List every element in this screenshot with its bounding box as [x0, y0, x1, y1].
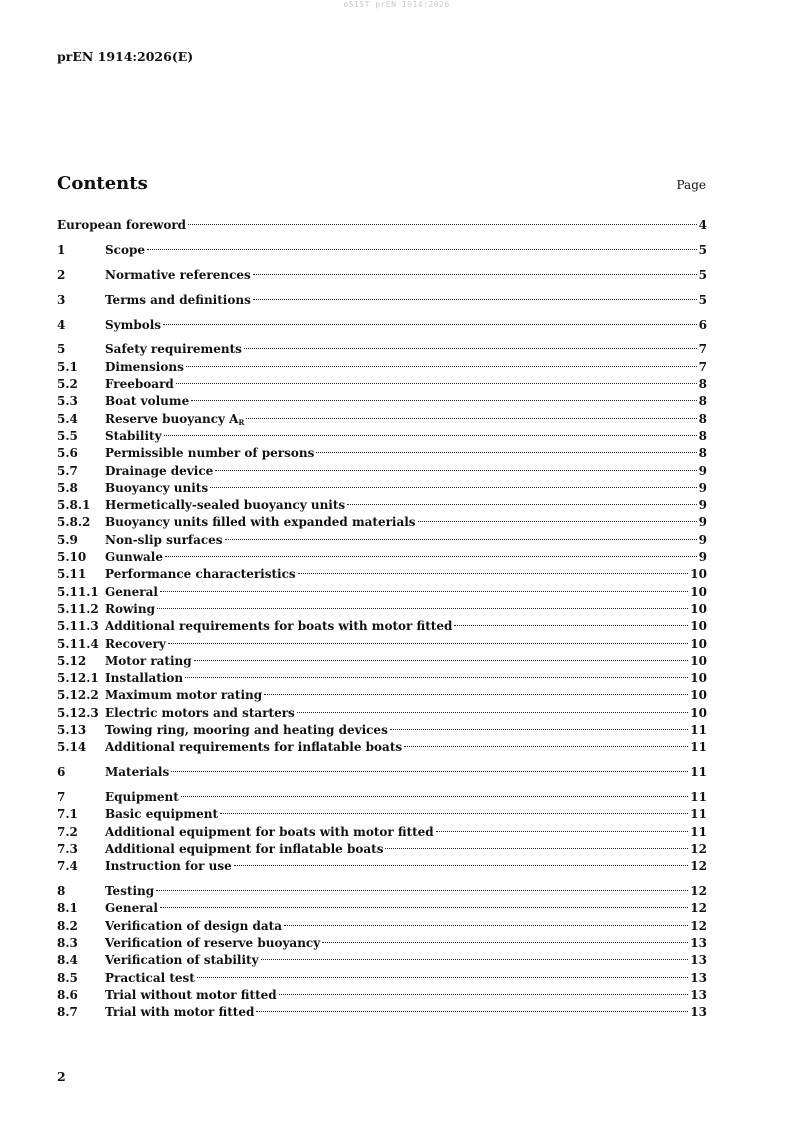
toc-dot-leader	[165, 556, 697, 557]
toc-entry[interactable]	[57, 705, 707, 722]
toc-entry-title	[105, 841, 383, 858]
toc-entry-page: 5	[698, 267, 707, 282]
toc-entry-title-text: Reserve buoyancy A	[105, 411, 239, 426]
toc-entry-number: 7.2	[57, 824, 78, 839]
toc-entry-number: 8.5	[57, 970, 78, 985]
toc-entry-page: 12	[690, 859, 707, 874]
toc-entry[interactable]	[57, 480, 707, 497]
toc-entry-number: 5.3	[57, 394, 78, 409]
toc-entry[interactable]	[57, 317, 707, 334]
toc-entry-title	[105, 987, 277, 1004]
toc-dot-leader	[418, 521, 697, 522]
toc-dot-leader	[168, 643, 688, 644]
toc-entry-number: 5.11.4	[57, 636, 99, 651]
toc-entry-number: 5.10	[57, 550, 87, 565]
toc-entry-page: 10	[690, 567, 707, 582]
toc-entry-title	[105, 806, 218, 823]
toc-entry-page: 10	[690, 619, 707, 634]
toc-entry-page: 12	[690, 841, 707, 856]
toc-entry-title-text: Gunwale	[105, 550, 163, 565]
toc-entry-number: 4	[57, 317, 66, 332]
toc-dot-leader	[220, 813, 688, 814]
toc-entry-page: 8	[698, 411, 707, 426]
toc-entry-number: 2	[57, 267, 66, 282]
toc-entry-title	[105, 566, 296, 583]
toc-entry[interactable]	[57, 987, 707, 1004]
toc-entry-title	[105, 514, 416, 531]
toc-entry-page: 13	[690, 936, 707, 951]
toc-entry[interactable]	[57, 858, 707, 875]
toc-entry[interactable]	[57, 566, 707, 583]
toc-entry-page: 12	[690, 918, 707, 933]
toc-entry[interactable]	[57, 841, 707, 858]
toc-entry-title-text: Verification of reserve buoyancy	[105, 936, 321, 951]
toc-entry[interactable]	[57, 584, 707, 601]
toc-entry-number: 5.1	[57, 359, 78, 374]
toc-entry-page: 10	[690, 636, 707, 651]
toc-entry-title-text: Towing ring, mooring and heating devices	[105, 722, 388, 737]
toc-dot-leader	[157, 608, 688, 609]
toc-entry-title-text: Motor rating	[105, 653, 192, 668]
toc-entry-title	[105, 376, 174, 393]
toc-entry-number: 5.12.3	[57, 705, 99, 720]
toc-entry-number: 5.12	[57, 653, 87, 668]
toc-entry-title-text: Recovery	[105, 636, 166, 651]
toc-dot-leader	[264, 694, 688, 695]
toc-entry-title	[105, 900, 158, 917]
toc-entry-title-text: Buoyancy units	[105, 480, 209, 495]
toc-entry-title	[105, 952, 259, 969]
toc-entry-title	[105, 480, 208, 497]
toc-entry-title-text: Rowing	[105, 601, 155, 616]
toc-entry-page: 5	[698, 242, 707, 257]
toc-dot-leader	[244, 348, 697, 349]
toc-dot-leader	[256, 1011, 688, 1012]
toc-entry[interactable]	[57, 445, 707, 462]
toc-entry-title-text: Hermetically-sealed buoyancy units	[105, 498, 346, 513]
toc-dot-leader	[253, 299, 697, 300]
toc-dot-leader	[234, 865, 689, 866]
toc-dot-leader	[160, 591, 688, 592]
toc-entry-title-text: Instruction for use	[105, 859, 232, 874]
toc-dot-leader	[225, 539, 697, 540]
toc-entry[interactable]	[57, 532, 707, 549]
toc-entry[interactable]	[57, 687, 707, 704]
toc-entry[interactable]	[57, 900, 707, 917]
toc-entry-title-text: Scope	[105, 242, 146, 257]
toc-entry-page: 8	[698, 394, 707, 409]
toc-entry-page: 10	[690, 705, 707, 720]
toc-entry-title-text: Buoyancy units filled with expanded materials	[105, 515, 416, 530]
toc-entry-title-text: Verification of stability	[105, 953, 259, 968]
toc-entry-number: 5.11.1	[57, 584, 99, 599]
toc-dot-leader	[191, 400, 696, 401]
toc-entry-page: 9	[698, 463, 707, 478]
toc-entry-number: 5.9	[57, 532, 78, 547]
toc-entry-title	[105, 858, 232, 875]
toc-entry-title	[105, 935, 320, 952]
toc-entry[interactable]	[57, 359, 707, 376]
toc-entry-number: 5.14	[57, 740, 87, 755]
toc-entry-page: 11	[690, 765, 707, 780]
toc-entry-title-text: Installation	[105, 671, 184, 686]
contents-heading: Contents	[57, 173, 148, 194]
toc-entry-subscript: R	[238, 417, 245, 427]
toc-dot-leader	[246, 418, 696, 419]
toc-entry-number: 6	[57, 765, 66, 780]
toc-entry-number: 7.1	[57, 807, 78, 822]
toc-entry-page: 11	[690, 740, 707, 755]
toc-entry-title	[105, 359, 184, 376]
toc-entry-number: 5.8	[57, 480, 78, 495]
toc-entry-title	[105, 722, 388, 739]
toc-dot-leader	[390, 729, 688, 730]
toc-entry[interactable]	[57, 463, 707, 480]
toc-entry-title-text: Electric motors and starters	[105, 705, 295, 720]
toc-entry-number: 5.4	[57, 411, 78, 426]
toc-entry-number: 5.8.1	[57, 498, 91, 513]
toc-entry[interactable]	[57, 670, 707, 687]
toc-entry-title	[105, 883, 154, 900]
toc-entry[interactable]	[57, 217, 707, 234]
toc-entry-number: 8.3	[57, 936, 78, 951]
toc-entry[interactable]	[57, 824, 707, 841]
toc-entry[interactable]	[57, 497, 707, 514]
toc-entry-number: 5.11.3	[57, 619, 99, 634]
toc-entry-title-text: Equipment	[105, 790, 179, 805]
toc-entry-number: 5.13	[57, 722, 87, 737]
toc-entry[interactable]	[57, 292, 707, 309]
toc-entry-title	[105, 705, 295, 722]
toc-entry-page: 13	[690, 1005, 707, 1020]
toc-dot-leader	[298, 573, 689, 574]
toc-dot-leader	[160, 907, 688, 908]
toc-entry-title-text: Dimensions	[105, 359, 184, 374]
toc-entry[interactable]	[57, 789, 707, 806]
toc-entry[interactable]	[57, 739, 707, 756]
toc-entry-page: 9	[698, 515, 707, 530]
toc-entry-page: 13	[690, 953, 707, 968]
toc-entry-page: 7	[698, 342, 707, 357]
toc-entry-page: 9	[698, 532, 707, 547]
toc-dot-leader	[436, 831, 689, 832]
toc-entry[interactable]	[57, 952, 707, 969]
toc-entry-title	[105, 824, 434, 841]
toc-entry-title-text: Basic equipment	[105, 807, 219, 822]
toc-entry-title	[105, 1004, 254, 1021]
toc-dot-leader	[156, 890, 688, 891]
toc-entry-number: 3	[57, 292, 66, 307]
toc-entry[interactable]	[57, 1004, 707, 1021]
toc-entry[interactable]	[57, 722, 707, 739]
toc-entry-page: 6	[698, 317, 707, 332]
toc-entry[interactable]	[57, 514, 707, 531]
toc-entry-number: 1	[57, 242, 66, 257]
toc-entry[interactable]	[57, 935, 707, 952]
toc-dot-leader	[284, 925, 688, 926]
toc-entry-title-text: Additional requirements for inflatable boats	[105, 740, 403, 755]
toc-entry-number: 5	[57, 342, 66, 357]
toc-entry-page: 11	[690, 807, 707, 822]
toc-entry-number: 8.1	[57, 901, 78, 916]
toc-dot-leader	[215, 470, 696, 471]
toc-entry-title	[57, 217, 186, 234]
toc-entry-page: 11	[690, 790, 707, 805]
toc-entry-number: 5.11	[57, 567, 87, 582]
toc-entry-title-text: Stability	[105, 428, 162, 443]
toc-entry-title	[105, 601, 155, 618]
toc-entry-number: 5.11.2	[57, 601, 99, 616]
toc-entry-number: 8.6	[57, 987, 78, 1002]
toc-entry[interactable]	[57, 376, 707, 393]
toc-entry-title-text: Materials	[105, 765, 170, 780]
toc-entry-title	[105, 292, 251, 309]
toc-entry-title	[105, 463, 213, 480]
toc-entry-page: 10	[690, 688, 707, 703]
toc-dot-leader	[454, 625, 688, 626]
toc-dot-leader	[253, 274, 697, 275]
page-column-label: Page	[676, 178, 706, 192]
toc-entry-title	[105, 549, 163, 566]
toc-dot-leader	[181, 796, 688, 797]
toc-entry-title-text: Freeboard	[105, 377, 174, 392]
toc-entry-page: 10	[690, 584, 707, 599]
toc-entry-title	[105, 970, 195, 987]
toc-entry-title	[105, 584, 158, 601]
toc-dot-leader	[322, 942, 688, 943]
toc-entry-page: 8	[698, 377, 707, 392]
toc-entry-title-text: Additional equipment for boats with motor fitted	[105, 824, 434, 839]
toc-entry-title	[105, 670, 183, 687]
toc-entry-title	[105, 393, 189, 410]
toc-entry-title-text: Testing	[105, 884, 155, 899]
toc-entry-page: 10	[690, 671, 707, 686]
toc-entry[interactable]	[57, 618, 707, 635]
toc-entry-page: 5	[698, 292, 707, 307]
toc-entry-title	[105, 636, 166, 653]
toc-entry-page: 9	[698, 550, 707, 565]
toc-entry-title-text: European foreword	[57, 218, 187, 232]
toc-entry-title-text: Normative references	[105, 267, 251, 282]
toc-dot-leader	[147, 249, 697, 250]
toc-entry-title	[105, 687, 262, 704]
toc-entry[interactable]	[57, 806, 707, 823]
toc-entry-title-text: Trial without motor fitted	[105, 987, 277, 1002]
toc-entry-page: 4	[698, 218, 707, 232]
toc-entry-title-text: Performance characteristics	[105, 567, 296, 582]
toc-entry[interactable]	[57, 341, 707, 358]
toc-entry[interactable]	[57, 549, 707, 566]
toc-dot-leader	[385, 848, 688, 849]
toc-entry-title	[105, 532, 223, 549]
toc-entry[interactable]	[57, 267, 707, 284]
toc-entry[interactable]	[57, 393, 707, 410]
toc-entry[interactable]	[57, 411, 707, 428]
toc-entry-page: 8	[698, 428, 707, 443]
toc-entry-number: 8	[57, 884, 66, 899]
toc-entry-title	[105, 341, 242, 358]
toc-entry-title	[105, 764, 169, 781]
toc-entry-page: 7	[698, 359, 707, 374]
toc-dot-leader	[188, 224, 697, 225]
toc-dot-leader	[164, 435, 697, 436]
watermark-text: oSIST prEN 1914:2026	[343, 0, 450, 9]
toc-dot-leader	[171, 771, 688, 772]
toc-entry[interactable]	[57, 653, 707, 670]
toc-dot-leader	[316, 452, 696, 453]
toc-dot-leader	[347, 504, 696, 505]
toc-entry-number: 7.4	[57, 859, 78, 874]
toc-entry-number: 5.6	[57, 446, 78, 461]
table-of-contents	[57, 217, 707, 1022]
toc-entry-title	[105, 918, 282, 935]
toc-entry-title-text: Non-slip surfaces	[105, 532, 223, 547]
toc-dot-leader	[279, 994, 689, 995]
toc-entry-page: 8	[698, 446, 707, 461]
toc-entry-title	[105, 618, 452, 635]
toc-entry-title-text: Permissible number of persons	[105, 446, 315, 461]
toc-entry-title-text: Terms and definitions	[105, 292, 251, 307]
document-id: prEN 1914:2026(E)	[57, 49, 194, 64]
toc-entry-title	[105, 445, 314, 462]
toc-entry-title-text: General	[105, 584, 158, 599]
toc-dot-leader	[185, 677, 688, 678]
toc-entry-number: 5.8.2	[57, 515, 91, 530]
toc-entry-title-text: Drainage device	[105, 463, 214, 478]
toc-entry[interactable]	[57, 970, 707, 987]
toc-entry-number: 5.12.1	[57, 671, 99, 686]
toc-entry-page: 12	[690, 884, 707, 899]
toc-entry-page: 13	[690, 987, 707, 1002]
footer-page-number: 2	[57, 1069, 66, 1084]
toc-entry-title	[105, 267, 251, 284]
toc-entry-page: 13	[690, 970, 707, 985]
toc-dot-leader	[194, 660, 689, 661]
toc-entry-number: 5.12.2	[57, 688, 99, 703]
toc-entry[interactable]	[57, 242, 707, 259]
toc-entry-title-text: Practical test	[105, 970, 195, 985]
toc-entry-title	[105, 428, 162, 445]
toc-entry-title	[105, 317, 161, 334]
toc-dot-leader	[197, 977, 688, 978]
toc-entry-page: 11	[690, 722, 707, 737]
toc-entry[interactable]	[57, 601, 707, 618]
toc-entry-title	[105, 242, 145, 259]
toc-entry-title	[105, 497, 345, 514]
toc-entry-title	[105, 739, 402, 756]
toc-entry-number: 8.7	[57, 1005, 78, 1020]
toc-entry-page: 9	[698, 480, 707, 495]
toc-entry-title-text: Symbols	[105, 317, 162, 332]
toc-entry-number: 8.4	[57, 953, 78, 968]
toc-entry-title	[105, 653, 192, 670]
toc-entry-number: 7	[57, 790, 66, 805]
toc-entry-number: 5.7	[57, 463, 78, 478]
toc-entry-number: 5.5	[57, 428, 78, 443]
toc-entry[interactable]	[57, 764, 707, 781]
toc-dot-leader	[210, 487, 697, 488]
toc-entry-title	[105, 789, 179, 806]
toc-entry-number: 7.3	[57, 841, 78, 856]
toc-entry[interactable]	[57, 428, 707, 445]
toc-entry-page: 11	[690, 824, 707, 839]
toc-entry-title-text: Maximum motor rating	[105, 688, 263, 703]
toc-dot-leader	[297, 712, 689, 713]
toc-dot-leader	[186, 366, 697, 367]
toc-entry[interactable]	[57, 918, 707, 935]
toc-entry-page: 10	[690, 653, 707, 668]
toc-entry-page: 9	[698, 498, 707, 513]
toc-dot-leader	[261, 959, 689, 960]
toc-dot-leader	[163, 324, 697, 325]
toc-dot-leader	[404, 746, 688, 747]
toc-entry-title-text: Additional requirements for boats with motor fitted	[105, 619, 453, 634]
toc-entry-title-text: Trial with motor fitted	[105, 1005, 255, 1020]
toc-entry-title-text: General	[105, 901, 158, 916]
toc-entry-number: 8.2	[57, 918, 78, 933]
toc-entry[interactable]	[57, 883, 707, 900]
toc-entry-title-text: Additional equipment for inflatable boats	[105, 841, 384, 856]
toc-entry-page: 12	[690, 901, 707, 916]
toc-entry-title-text: Boat volume	[105, 394, 190, 409]
toc-entry-page: 10	[690, 601, 707, 616]
toc-entry[interactable]	[57, 636, 707, 653]
toc-entry-title-text: Verification of design data	[105, 918, 282, 933]
toc-entry-number: 5.2	[57, 377, 78, 392]
toc-entry-title-text: Safety requirements	[105, 342, 242, 357]
toc-dot-leader	[176, 383, 697, 384]
